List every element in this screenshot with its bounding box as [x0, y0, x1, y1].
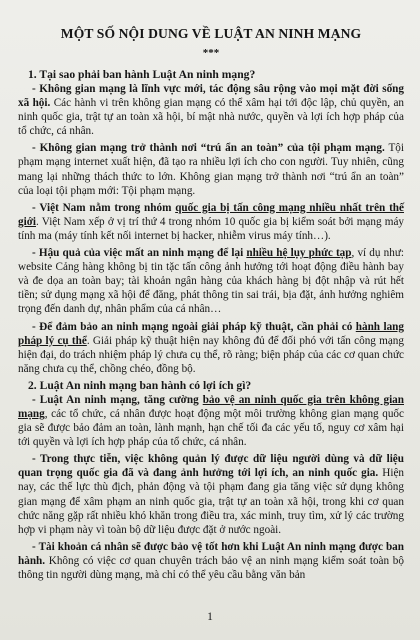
paragraph-underline: bảo vệ an ninh quốc gia trên không gian mạng — [18, 393, 404, 420]
paragraph — [18, 82, 404, 138]
paragraph — [18, 141, 404, 197]
paragraph-text: , ví dụ như: website Cảng hàng không bị tin tặc tấn công ảnh hưởng tới hoạt động điều hành bay và đe dọa an toàn bay; tài khoản ngân hàng của khách hàng bị đột nhập và rút hết tiền; sử dụng mạng xã hội để đăng, phát thông tin sai trái, bịa đặt, ảnh hưởng nghiêm trọng đến danh dự, nhân phẩm của cá nhân… — [18, 247, 405, 316]
section-heading: 1. Tại sao phải ban hành Luật An ninh mạng? — [28, 68, 256, 81]
page-number: 1 — [207, 611, 213, 623]
paragraph-text: Các hành vi trên không gian mạng có thể xâm hại tới độc lập, chủ quyền, an ninh quốc gia, trật tự an toàn xã hội, bí mật nhà nước, quyền và lợi ích hợp pháp của tổ chức, cá nhân. — [18, 97, 404, 138]
paragraph-underline: nhiều hệ lụy phức tạp — [246, 247, 352, 260]
paragraph — [18, 201, 404, 243]
paragraph-text: Không có việc cơ quan chuyên trách bảo vệ an ninh mạng kiểm soát toàn bộ thông tin người dùng mạng, mà chỉ có thể yêu cầu bằng văn bản — [18, 554, 404, 581]
paragraph-lead: - Để đảm bảo an ninh mạng ngoài giải pháp kỹ thuật, cần phải có — [32, 320, 356, 333]
paragraph-text: . Giải pháp kỹ thuật hiện nay không đủ để đối phó với tấn công mạng hiện đại, do trách nhiệm pháp lý chưa cụ thể, rõ ràng; biện pháp của các cơ quan chức năng chưa cụ thể, chồng chéo, đồng bộ. — [18, 334, 404, 375]
paragraph-text: Tội phạm mạng internet xuất hiện, đã tạo ra nhiều lợi ích cho con người. Tuy nhiên, cũng mang lại những thách thức to lớn. Không gian mạng trở thành nơi “trú ẩn an toàn” của loại tội phạm mới: Tội phạm mạng. — [18, 142, 404, 197]
paragraph-text: , các tổ chức, cá nhân được hoạt động một môi trường không gian mạng quốc gia sẽ được bảo đảm an toàn, lành mạnh, hạn chế tối đa các yếu tố, nguy cơ xâm hại tới quyền và lợi ích hợp pháp của tổ chức, cá nhân. — [18, 407, 404, 449]
section-1 — [18, 68, 404, 376]
paragraph-lead: - Trong thực tiễn, việc không quản lý được dữ liệu người dùng và dữ liệu quan trọng quốc gia đã và đang ảnh hưởng tới lợi ích, an ninh quốc gia. — [18, 453, 404, 480]
paragraph-text: . Việt Nam xếp ở vị trí thứ 4 trong nhóm 10 quốc gia bị kiểm soát bởi mạng máy tính ma (máy tính kết nối internet bị hacker, nhiễm virus máy tính…). — [18, 215, 404, 242]
paragraph — [18, 393, 404, 449]
paragraph-underline: hành lang pháp lý cụ thể — [18, 320, 404, 347]
paragraph-underline: quốc gia bị tấn công mạng nhiều nhất trên thế giới — [18, 201, 404, 228]
paragraph-lead: - Không gian mạng là lĩnh vực mới, tác động sâu rộng vào mọi mặt đời sống xã hội. — [18, 83, 404, 110]
paragraph-lead: - Tài khoản cá nhân sẽ được bảo vệ tốt hơn khi Luật An ninh mạng được ban hành. — [18, 540, 404, 567]
title-separator: *** — [202, 47, 220, 59]
paragraph-lead: - Luật An ninh mạng, tăng cường — [32, 393, 203, 406]
paragraph — [18, 320, 404, 376]
paragraph-lead: - Không gian mạng trở thành nơi “trú ẩn an toàn” của tội phạm mạng. — [32, 142, 385, 155]
paragraph-text: Hiện nay, các thế lực thù địch, phản động và tội phạm đang gia tăng việc sử dụng không gian mạng để xâm phạm an ninh quốc gia, trật tự an toàn xã hội, trong khi cơ quan chức năng gặp rất nhiều khó khăn trong điều tra, xác minh, truy tìm, xử lý các trường hợp vi phạm này vì toàn bộ dữ liệu được đặt ở nước ngoài. — [18, 467, 404, 536]
paragraph — [18, 246, 404, 316]
document-title: MỘT SỐ NỘI DUNG VỀ LUẬT AN NINH MẠNG — [60, 26, 362, 41]
paragraph — [18, 540, 404, 582]
section-heading: 2. Luật An ninh mạng ban hành có lợi ích gì? — [28, 378, 252, 392]
paragraph-lead: - Hậu quả của việc mất an ninh mạng để lại — [32, 247, 247, 260]
paragraph-lead: - Việt Nam nằm trong nhóm — [32, 201, 176, 214]
paragraph — [18, 452, 404, 537]
section-2 — [18, 379, 404, 582]
